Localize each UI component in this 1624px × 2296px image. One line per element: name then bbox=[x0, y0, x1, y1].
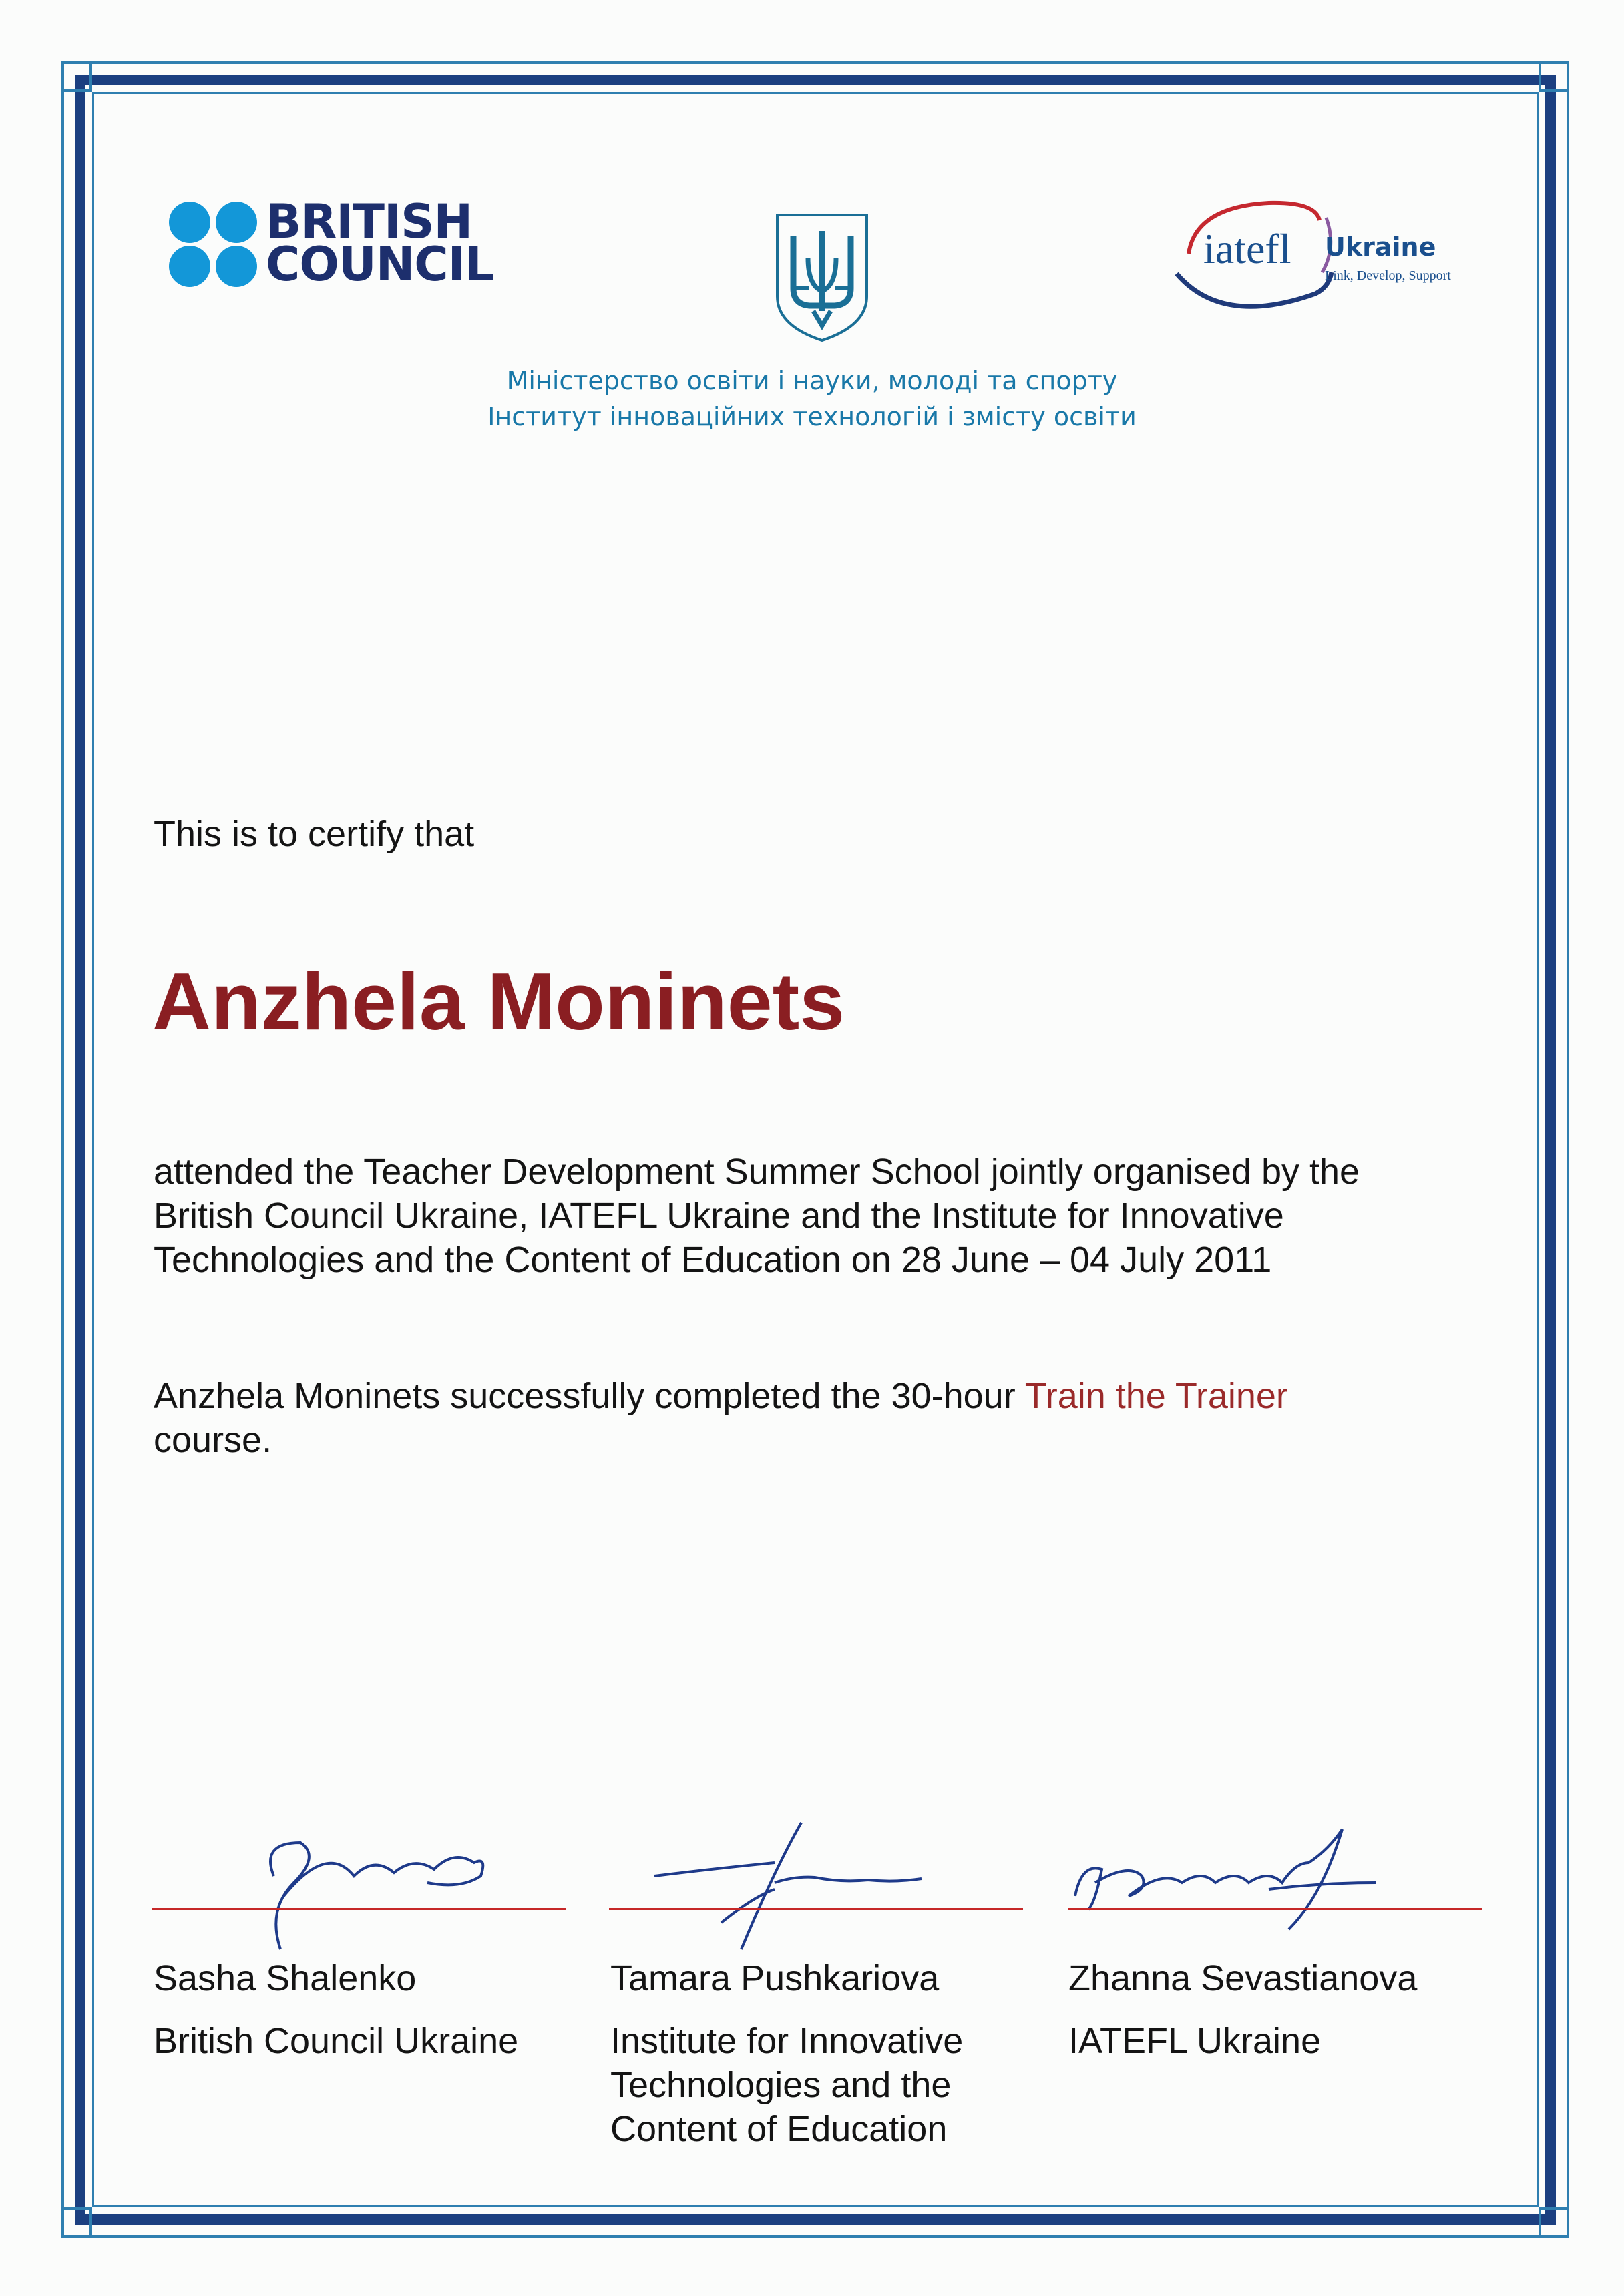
british-council-dots-icon bbox=[167, 200, 260, 288]
signature-sevastianova bbox=[1068, 1816, 1482, 1963]
signatory-name: Zhanna Sevastianova bbox=[1068, 1958, 1418, 1998]
british-council-line1: BRITISH bbox=[266, 194, 473, 249]
signatory-org bbox=[1068, 2019, 1496, 2063]
signature-line-2 bbox=[609, 1908, 1023, 1910]
recipient-name: Anzhela Moninets bbox=[152, 956, 845, 1047]
signatory-org-line: Content of Education bbox=[610, 2109, 948, 2149]
signature-shalenko bbox=[220, 1816, 634, 1963]
attended-line: Technologies and the Content of Education on 28 June – 04 July 2011 bbox=[154, 1240, 1272, 1280]
signatory-org bbox=[154, 2019, 581, 2063]
frame-corner-bottom-left bbox=[61, 2207, 92, 2238]
british-council-logo bbox=[167, 194, 494, 294]
course-name: Train the Trainer bbox=[1024, 1376, 1288, 1416]
signatory-name: Sasha Shalenko bbox=[154, 1958, 417, 1998]
british-council-wordmark bbox=[266, 194, 494, 292]
signatory-org-line: IATEFL Ukraine bbox=[1068, 2021, 1322, 2061]
iatefl-country: Ukraine bbox=[1325, 232, 1436, 262]
frame-corner-top-right bbox=[1539, 61, 1569, 92]
attended-line: British Council Ukraine, IATEFL Ukraine and the Institute for Innovative bbox=[154, 1196, 1284, 1236]
british-council-line2: COUNCIL bbox=[266, 237, 494, 292]
signatory-name: Tamara Pushkariova bbox=[610, 1958, 940, 1998]
attended-line: attended the Teacher Development Summer School jointly organised by the bbox=[154, 1152, 1360, 1192]
signature-pushkariova bbox=[641, 1816, 1055, 1963]
frame-corner-top-left bbox=[61, 61, 92, 92]
attended-paragraph bbox=[154, 1150, 1502, 1282]
signatory-org-line: Technologies and the bbox=[610, 2065, 952, 2105]
signatory-org-line: British Council Ukraine bbox=[154, 2021, 519, 2061]
certify-intro: This is to certify that bbox=[154, 814, 475, 854]
signature-line-1 bbox=[152, 1908, 566, 1910]
ministry-line2: Інститут інноваційних технологій і змісту освіти bbox=[487, 402, 1137, 431]
ministry-line1: Міністерство освіти і науки, молоді та спорту bbox=[506, 366, 1118, 395]
signature-line-3 bbox=[1068, 1908, 1482, 1910]
signatory-org bbox=[610, 2019, 1038, 2151]
completed-paragraph bbox=[154, 1374, 1502, 1462]
completed-prefix: Anzhela Moninets successfully completed the 30-hour bbox=[154, 1376, 1025, 1416]
signatory-org-line: Institute for Innovative bbox=[610, 2021, 964, 2061]
iatefl-wordmark: iatefl bbox=[1203, 225, 1291, 272]
ukraine-trident-icon bbox=[773, 211, 871, 343]
frame-corner-bottom-right bbox=[1539, 2207, 1569, 2238]
completed-suffix: course. bbox=[154, 1420, 272, 1460]
iatefl-tagline: Link, Develop, Support bbox=[1325, 268, 1451, 283]
iatefl-ukraine-logo bbox=[1162, 194, 1509, 327]
